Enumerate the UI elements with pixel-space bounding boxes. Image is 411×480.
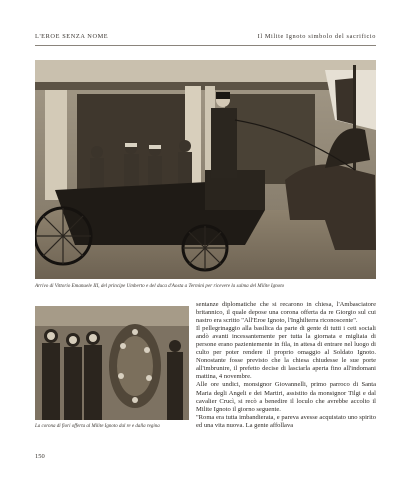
header-rule [35,45,376,46]
running-header-right: Il Milite Ignoto simbolo del sacrificio [257,33,376,40]
paragraph: "Roma era tutta imbandierata, e pareva avesse acquistato uno spirito ed una vita nuova. La gente affollava [196,413,376,429]
caption-small-photo: La corona di fiori offerta al Milite Ignoto dal re e dalla regina [35,424,160,429]
photo-wreath [35,306,189,420]
running-header-left: L'EROE SENZA NOME [35,33,109,40]
body-text-column [196,301,376,430]
caption-top-photo: Arrivo di Vittorio Emanuele III, del principe Umberto e del duca d'Aosta a Termini per ricevere la salma del Milite Ignoto [35,283,285,289]
paragraph: Il pellegrinaggio alla basilica da parte di gente di tutti i ceti sociali andò avanti incessantemente per tutta la giornata e migliaia di persone erano pazientemente in fila, in attesa di entrare nel luogo di culto per poter rendere il proprio omaggio al Soldato Ignoto. Nonostante fosse previsto che la chiesa chiudesse le sue porte all'imbrunire, il prefetto decise di lasciarla aperta fino all'indomani mattina, 4 novembre. [196,325,376,381]
paragraph: Alle ore undici, monsignor Giovannelli, primo parroco di Santa Maria degli Angeli e dei Martiri, assistito da monsignor Tilgi e dal cavalier Crucì, si recò a benedire il loculo che avrebbe accolto il Milite Ignoto il giorno seguente. [196,381,376,413]
photo-royal-carriage [35,60,376,279]
page-number: 150 [35,453,45,460]
paragraph: sentanze diplomatiche che si recarono in chiesa, l'Ambasciatore britannico, il quale depose una corona offerta da re Giorgio sul cui nastro era scritto "All'Eroe Ignoto, l'Inghilterra riconoscente". [196,301,376,325]
